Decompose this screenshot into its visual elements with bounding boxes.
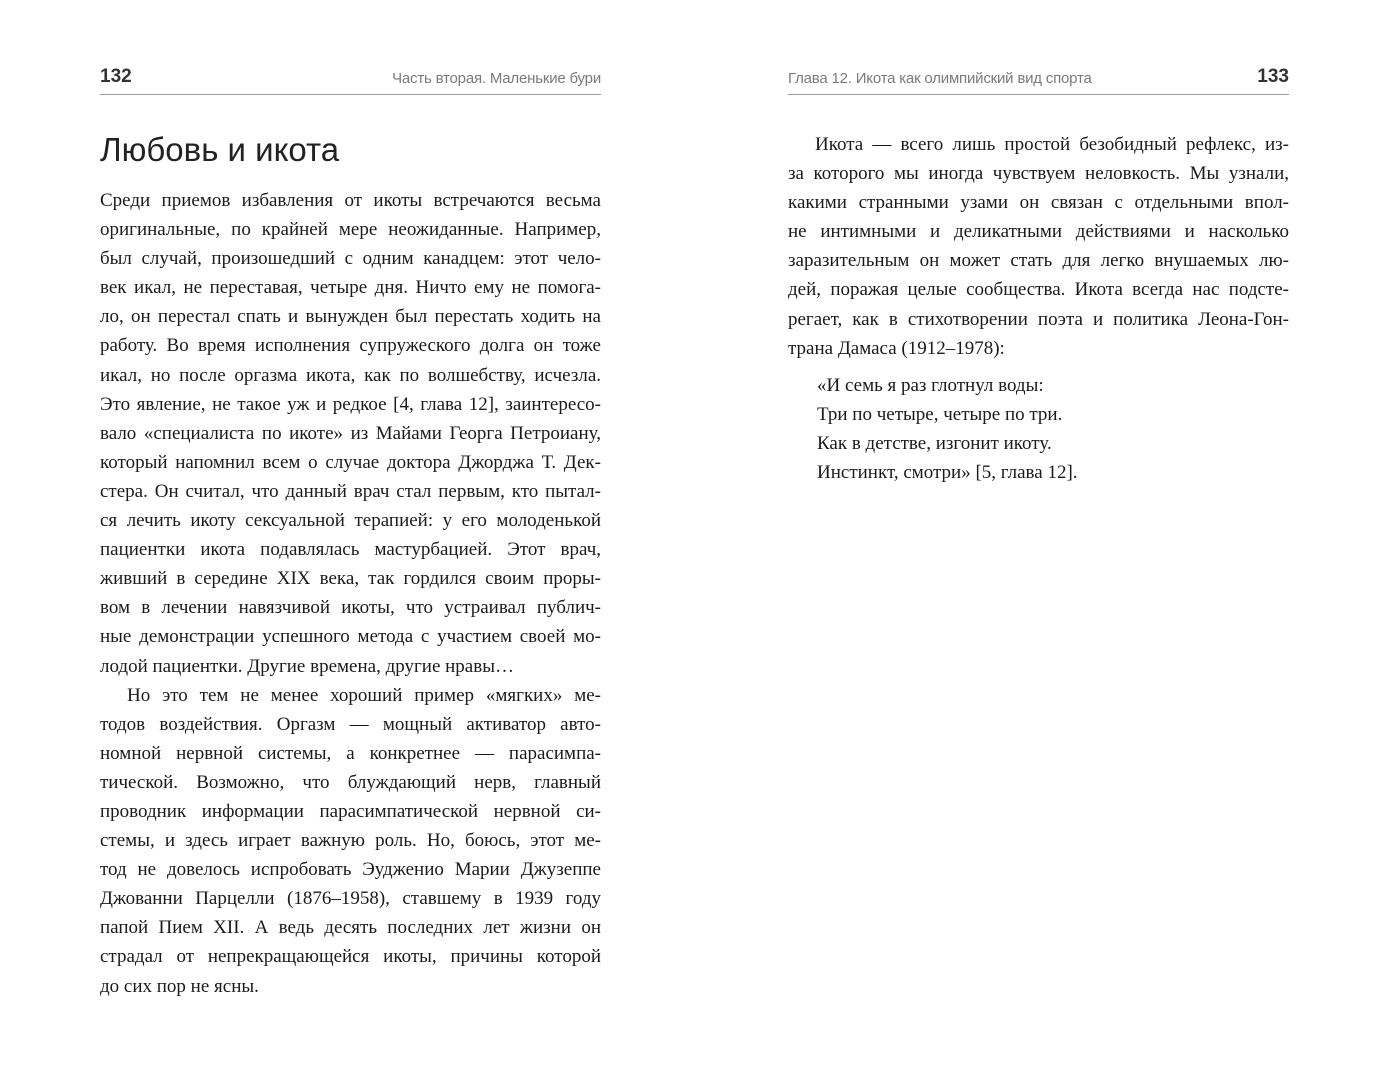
text-line: Это явление, не такое уж и редкое [4, глава 12], заинтересо- [100,393,601,415]
text-line: какими странными узами он связан с отдельными впол- [788,192,1289,214]
left-body-text [100,186,601,1001]
running-head-title-right: Глава 12. Икота как олимпийский вид спорта [788,70,1092,87]
running-head-title-left: Часть вторая. Маленькие бури [392,70,601,87]
text-line: Джованни Парцелли (1876–1958), ставшему в 1939 году [100,888,601,910]
text-line: тодов воздействия. Оргазм — мощный активатор авто- [100,713,601,735]
text-line: страдал от непрекращающейся икоты, причины которой [100,946,601,968]
page-number-left: 132 [100,66,132,87]
verse-line: Три по четыре, четыре по три. [817,404,1063,425]
verse-line: Инстинкт, смотри» [5, глава 12]. [817,462,1078,483]
section-title: Любовь и икота [100,131,340,168]
poem-quote [817,371,1277,487]
text-line: тической. Возможно, что блуждающий нерв, главный [100,771,601,793]
text-line: стемы, и здесь играет важную роль. Но, боюсь, этот ме- [100,830,601,852]
text-line: тод не довелось испробовать Эудженио Марии Джузеппе [100,859,601,881]
text-line: трана Дамаса (1912–1978): [788,337,1005,359]
text-line: живший в середине XIX века, так гордился своим проры- [100,568,601,590]
text-line: Но это тем не менее хороший пример «мягких» ме- [127,684,601,706]
text-line: вом в лечении навязчивой икоты, что устраивал публич- [100,597,601,619]
text-line: век икал, не переставая, четыре дня. Ничто ему не помога- [100,277,601,299]
page-number-right: 133 [1257,66,1289,87]
left-page [100,0,601,1080]
text-line: папой Пием XII. А ведь десять последних лет жизни он [100,917,601,939]
text-line: заразительным он может стать для легко внушаемых лю- [788,250,1289,272]
text-line: Икота — всего лишь простой безобидный рефлекс, из- [815,134,1289,155]
text-line: до сих пор не ясны. [100,975,259,997]
text-line: регает, как в стихотворении поэта и политика Леона-Гон- [788,308,1289,330]
text-line: вало «специалиста по икоте» из Майами Георга Петроиану, [100,422,601,444]
running-head-left [100,64,601,95]
text-line: стера. Он считал, что данный врач стал первым, кто пытал- [100,480,601,502]
right-body-text [788,130,1289,363]
running-head-right [788,64,1289,95]
text-line: работу. Во время исполнения супружеского долга он тоже [100,335,601,357]
text-line: ся лечить икоту сексуальной терапией: у его молоденькой [100,510,601,532]
verse-line: «И семь я раз глотнул воды: [817,375,1044,396]
text-line: проводник информации парасимпатической нервной си- [100,800,601,822]
text-line: оригинальные, по крайней мере неожиданные. Например, [100,219,601,241]
text-line: был случай, произошедший с одним канадцем: этот чело- [100,248,601,270]
text-line: дей, поражая целые сообщества. Икота всегда нас подсте- [788,279,1289,301]
verse-line: Как в детстве, изгонит икоту. [817,433,1052,454]
text-line: за которого мы иногда чувствуем неловкость. Мы узнали, [788,163,1289,185]
text-line: Среди приемов избавления от икоты встречаются весьма [100,190,601,211]
text-line: пациентки икота подавлялась мастурбацией. Этот врач, [100,539,601,561]
text-line: не интимными и деликатными действиями и насколько [788,221,1289,243]
text-line: который напомнил всем о случае доктора Джорджа Т. Дек- [100,451,601,473]
text-line: лодой пациентки. Другие времена, другие нравы… [100,655,514,677]
text-line: икал, но после оргазма икота, как по волшебству, исчезла. [100,364,601,386]
text-line: номной нервной системы, а конкретнее — парасимпа- [100,742,601,764]
right-page [788,0,1289,1080]
text-line: ло, он перестал спать и вынужден был перестать ходить на [100,306,601,328]
text-line: ные демонстрации успешного метода с участием своей мо- [100,626,601,648]
